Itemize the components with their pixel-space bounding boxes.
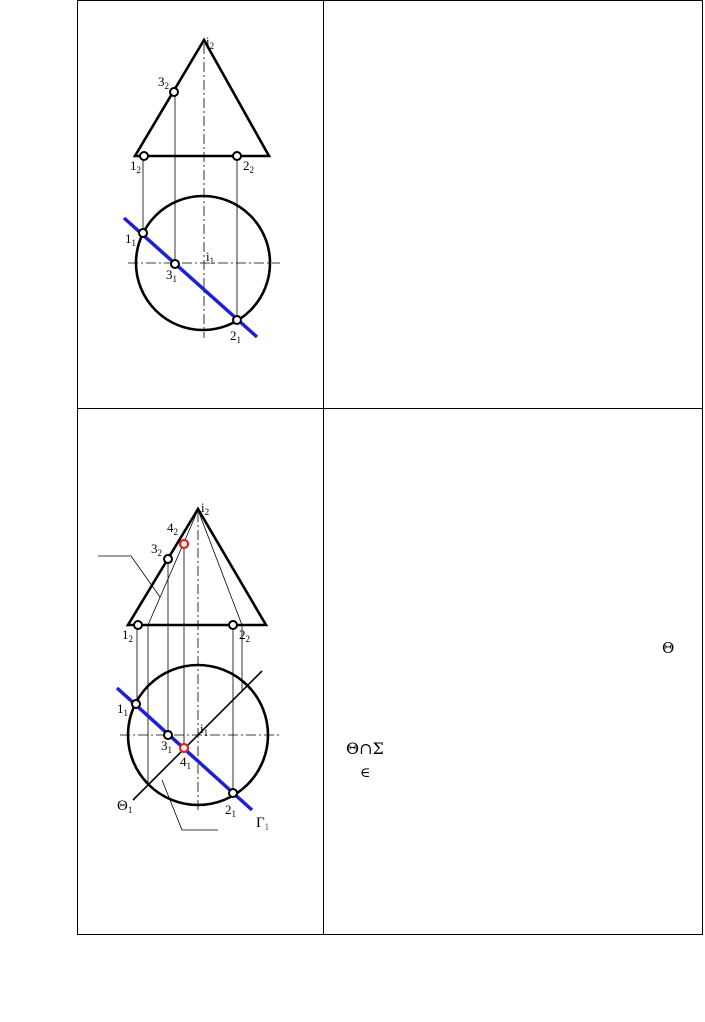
diagram-2 bbox=[98, 500, 280, 832]
label-point-2h: $2_1$ bbox=[230, 328, 241, 345]
theta-symbol: Θ bbox=[662, 639, 675, 657]
label-point-1v: $1_2$ bbox=[122, 627, 133, 644]
label-point-4h: $4_1$ bbox=[180, 754, 191, 771]
point-2v bbox=[233, 152, 241, 160]
label-center-h: $i_1$ bbox=[200, 721, 209, 738]
label-gamma: $\Gamma_1$ bbox=[256, 815, 270, 832]
theta-plane-line bbox=[133, 671, 262, 800]
label-apex: $i_2$ bbox=[206, 34, 215, 51]
label-point-1h: $1_1$ bbox=[117, 701, 128, 718]
generator-line-right bbox=[198, 510, 242, 625]
leader-line-top bbox=[98, 556, 160, 597]
label-point-1h: $1_1$ bbox=[125, 231, 136, 248]
cone-frontal-outline bbox=[128, 509, 266, 625]
label-point-3v: $3_2$ bbox=[158, 74, 169, 91]
label-point-2v: $2_2$ bbox=[239, 627, 250, 644]
point-3v bbox=[164, 555, 172, 563]
point-4h-highlight bbox=[180, 744, 188, 752]
point-1v bbox=[140, 152, 148, 160]
element-of-symbol: ∈ bbox=[360, 765, 371, 781]
intersection-expression: Θ∩Σ bbox=[346, 739, 384, 758]
label-point-3h: $3_1$ bbox=[166, 267, 177, 284]
cone-frontal-outline bbox=[135, 40, 269, 156]
label-point-2v: $2_2$ bbox=[243, 158, 254, 175]
point-4v-highlight bbox=[180, 540, 188, 548]
label-theta: $\Theta_1$ bbox=[117, 798, 133, 815]
point-1h bbox=[132, 700, 140, 708]
label-center-h: $i_1$ bbox=[206, 249, 215, 266]
diagram-1 bbox=[124, 34, 280, 345]
label-point-2h: $2_1$ bbox=[225, 802, 236, 819]
label-point-3v: $3_2$ bbox=[151, 541, 162, 558]
point-2h bbox=[233, 316, 241, 324]
point-2v bbox=[229, 621, 237, 629]
label-point-3h: $3_1$ bbox=[161, 738, 172, 755]
point-1h bbox=[139, 229, 147, 237]
point-3v bbox=[170, 88, 178, 96]
point-1v bbox=[134, 621, 142, 629]
label-apex: $i_2$ bbox=[201, 500, 210, 517]
label-point-4v: $4_2$ bbox=[167, 520, 178, 537]
point-2h bbox=[229, 789, 237, 797]
label-point-1v: $1_2$ bbox=[130, 158, 141, 175]
